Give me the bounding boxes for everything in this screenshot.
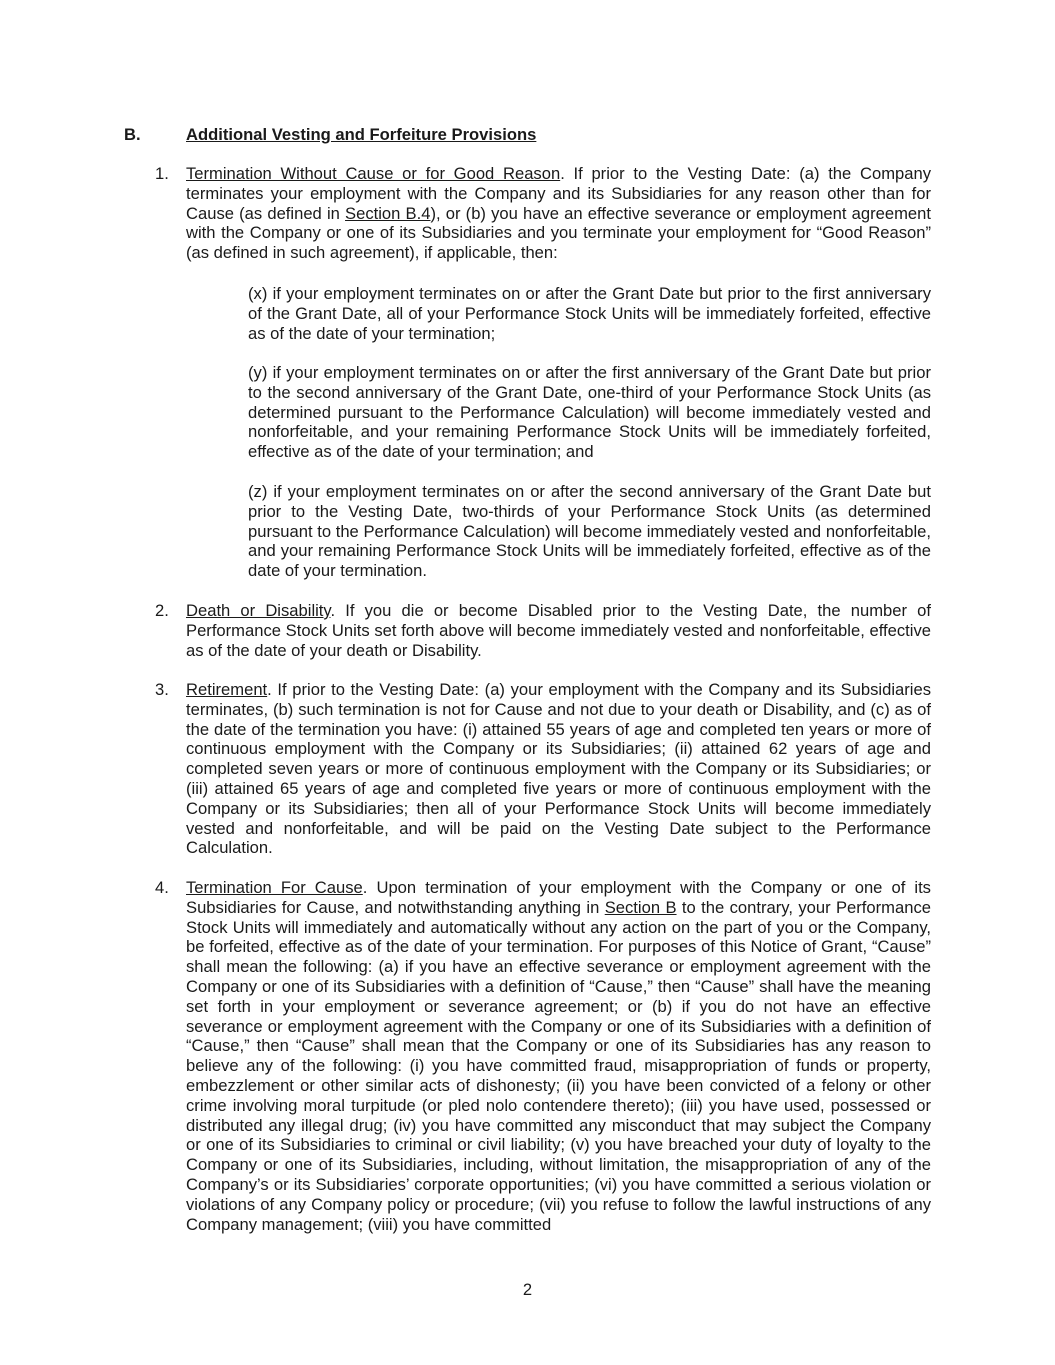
item-number: 2.	[155, 601, 169, 620]
sub-clause-z: (z) if your employment terminates on or after the second anniversary of the Grant Date but prior to the Vesting Date, two-thirds of your Performance Stock Units (as determined pursuant to the Performance Calculation) will become immediately vested and nonforfeitable, and your remaining Performance Stock Units will be immediately forfeited, effective as of the date of your termination.	[248, 482, 931, 581]
item-text: ), or (b) you have an effective severance or employment agreement with the Company or one of its Subsidiaries and you terminate your employment for “Good Reason” (as defined in such agreement), if applicable, then:	[186, 203, 931, 263]
sub-clause-y: (y) if your employment terminates on or after the first anniversary of the Grant Date but prior to the second anniversary of the Grant Date, one-third of your Performance Stock Units (as determined pursuant to the Performance Calculation) will become immediately vested and nonforfeitable, and your remaining Performance Stock Units will be immediately forfeited, effective as of the date of your termination; and	[248, 363, 931, 462]
item-text: . If prior to the Vesting Date: (a) your employment with the Company and its Subsidiaries terminates, (b) such termination is not for Cause and not due to your death or Disability, and (c) as of the date of the termination you have: (i) attained 55 years of age and completed ten years or more of continuous employment with the Company or its Subsidiaries; (ii) attained 62 years of age and completed seven years or more of continuous employment with the Company or its Subsidiaries; or (iii) attained 65 years of age and completed five years or more of continuous employment with the Company or its Subsidiaries; then all of your Performance Stock Units will become immediately vested and nonforfeitable, and will be paid on the Vesting Date subject to the Performance Calculation.	[186, 680, 931, 858]
section-heading	[124, 125, 536, 145]
item-body	[186, 164, 931, 263]
section-letter: B.	[124, 125, 141, 144]
item-body	[186, 680, 931, 858]
item-number: 4.	[155, 878, 169, 897]
item-text: . If prior to the Vesting Date: (a) the Company terminates your employment with the Company and its Subsidiaries for any reason other than for Cause (as defined in	[186, 164, 931, 223]
item-body	[186, 878, 931, 1234]
section-title: Additional Vesting and Forfeiture Provisions	[186, 125, 537, 144]
item-number: 3.	[155, 680, 169, 699]
page-number: 2	[522, 1280, 533, 1299]
provision-item-3	[155, 680, 931, 858]
item-number: 1.	[155, 164, 169, 183]
item-text: . If you die or become Disabled prior to the Vesting Date, the number of Performance Stock Units set forth above will become immediately vested and nonforfeitable, effective as of the date of your death or Disability.	[186, 601, 932, 660]
item-body	[186, 601, 931, 660]
sub-clause-x: (x) if your employment terminates on or after the Grant Date but prior to the first anniversary of the Grant Date, all of your Performance Stock Units will be immediately forfeited, effective as of the date of your termination;	[248, 284, 931, 343]
provision-item-2	[155, 601, 931, 660]
section-reference: Section B	[604, 897, 677, 917]
item-heading: Termination Without Cause or for Good Reason	[186, 164, 561, 183]
item-heading: Death or Disability	[186, 601, 331, 620]
item-heading: Retirement	[186, 680, 268, 699]
item-text: to the contrary, your Performance Stock Units will immediately and automatically without any action on the part of you or the Company, be forfeited, effective as of the date of your termination. For purposes of this Notice of Grant, “Cause” shall mean the following: (a) if you have an effective severance or employment agreement with the Company or one of its Subsidiaries with a definition of “Cause,” then “Cause” shall have the meaning set forth in your employment or severance agreement; or (b) if you do not have an effective severance or employment agreement with the Company or one of its Subsidiaries with a definition of “Cause,” then “Cause” shall mean that the Company or one of its Subsidiaries has any reason to believe any of the following: (i) you have committed fraud, misappropriation of funds or property, embezzlement or other similar acts of dishonesty; (ii) you have been convicted of a felony or other crime involving moral turpitude (or pled nolo contendere thereto); (iii) you have used, possessed or distributed any illegal drug; (iv) you have committed any misconduct that may subject the Company or one of its Subsidiaries to criminal or civil liability; (v) you have breached your duty of loyalty to the Company or one of its Subsidiaries, including, without limitation, the misappropriation of any of the Company’s or its Subsidiaries’ corporate opportunities; (vi) you have committed a serious violation or violations of any Company policy or procedure; (vii) you refuse to follow the lawful instructions of any Company management; (viii) you have committed	[186, 897, 931, 1234]
item-text: . Upon termination of your employment with the Company or one of its Subsidiaries for Cause, and notwithstanding anything in	[186, 878, 931, 917]
section-reference: Section B.4	[345, 203, 431, 223]
provision-item-4	[155, 878, 931, 1234]
item-heading: Termination For Cause	[186, 878, 363, 897]
provision-item-1	[155, 164, 931, 263]
